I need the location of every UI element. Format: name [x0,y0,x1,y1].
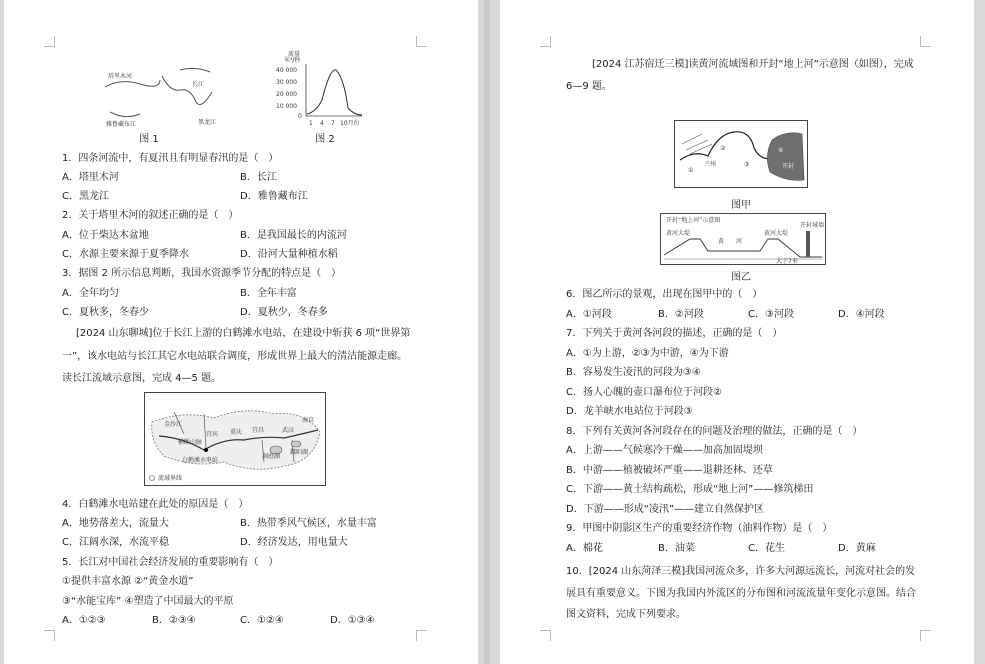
question-9-option-a: A．棉花 [566,543,603,554]
question-7-option-a: A．①为上游，②③为中游，④为下游 [566,348,729,359]
question-3-option-a: A．全年均匀 [62,288,119,299]
question-8-stem: 8．下列有关黄河各河段存在的问题及治理的做法，正确的是（ ） [566,426,863,437]
map-label-jinsha: 金沙江 [164,421,183,428]
question-3-option-c: C．夏秋多，冬春少 [62,307,149,318]
question-10-line: 图文资料，完成下列要求。 [566,609,686,620]
crop-mark [920,36,931,47]
yarlung-river-line [110,112,140,117]
question-4-option-c: C．江阔水深，水流平稳 [62,537,169,548]
question-8-option-b: B．中游——植被破坏严重——退耕还林、还草 [566,465,773,476]
fig-b-caption: 图乙 [731,272,751,283]
map-label-kaifeng: 开封 [782,163,795,170]
question-7-option-b: B．容易发生凌汛的河段为③④ [566,367,701,378]
figure-2-discharge-chart [276,50,368,128]
map-label-hengduan: 横断山脉 [178,439,203,446]
fig1-caption: 图 1 [139,134,159,145]
question-5-option-a: A．①②③ [62,615,106,626]
question-5-statement-line: ①提供丰富水源 ②“黄金水道” [62,576,194,587]
tarim-river-line [105,80,160,87]
map-label-1: ① [688,167,694,174]
map-label-lanzhou: 兰州 [704,161,717,168]
map-label-chongqing: 重庆 [230,429,243,436]
question-6-option-a: A．①河段 [566,309,612,320]
map-label-poyang: 鄱阳湖 [290,449,309,456]
passage-6-9-line: [2024 江苏宿迁三模]读黄河流域图和开封“地上河”示意图（如图），完成 [592,59,914,70]
map-label-yibin: 宜宾 [206,431,219,438]
fig2-caption: 图 2 [315,134,335,145]
fig2-xtick: 10月份 [340,120,360,127]
question-5-option-c: C．①②④ [240,615,284,626]
question-5-option-b: B．②③④ [152,615,196,626]
crop-mark [44,36,55,47]
question-4-stem: 4．白鹤滩水电站建在此处的原因是（ ） [62,499,249,510]
question-1-option-b: B．长江 [240,172,277,183]
fig-b-city-wall: 开封城墙 [800,222,825,229]
question-9-stem: 9．甲图中阴影区生产的重要经济作物（油料作物）是（ ） [566,523,833,534]
fig-b-title: 开封“地上河”示意图 [666,217,721,224]
question-7-option-d: D．龙羊峡水电站位于河段③ [566,406,693,417]
map-label-4: ④ [778,147,784,154]
fig2-ytick: 20 000 [276,91,297,98]
fig1-label-yangtze: 长江 [192,81,205,88]
question-10-line: 展具有重要意义。下图为我国内外流区的分布图和河流流量年变化示意图。结合 [566,588,916,599]
yangtze-river-line [162,76,212,105]
question-6-option-d: D．④河段 [838,309,885,320]
shaded-production-area [767,133,804,180]
question-8-option-d: D．下游——形成“凌汛”——建立自然保护区 [566,504,765,515]
yangtze-basin-map [144,392,326,486]
question-7-stem: 7．下列关于黄河各河段的描述，正确的是（ ） [566,328,783,339]
fig-b-river: 黄 河 [718,238,743,245]
fig-b-elevation: 大于7米 [776,258,798,265]
question-3-stem: 3．据图 2 所示信息判断，我国水资源季节分配的特点是（ ） [62,268,342,279]
question-2-stem: 2．关于塔里木河的叙述正确的是（ ） [62,210,239,221]
crop-mark [540,36,551,47]
above-ground-river-diagram [660,213,826,265]
fig2-ytick: 0 [298,113,302,120]
fig-b-left-dike: 黄河大堤 [666,230,691,237]
baihetan-marker [204,448,208,452]
crop-mark [44,630,55,641]
map-label-dongting: 洞庭湖 [262,453,281,460]
question-6-option-c: C．③河段 [748,309,794,320]
passage-6-9-line: 6—9 题。 [566,81,612,92]
question-2-option-a: A．位于柴达木盆地 [62,230,149,241]
fig1-label-tarim: 塔里木河 [108,73,133,80]
fig1-label-yarlung: 雅鲁藏布江 [106,121,137,128]
map-label-3: ③ [744,161,750,168]
question-1-stem: 1．四条河流中，有夏汛且有明显春汛的是（ ） [62,153,279,164]
question-5-option-d: D．①③④ [330,615,375,626]
question-5-stem: 5．长江对中国社会经济发展的重要影响有（ ） [62,557,279,568]
fig2-ytick: 40 000 [276,67,297,74]
crop-mark [416,36,427,47]
fig-b-right-dike: 黄河大堤 [764,230,789,237]
question-7-option-c: C．扬人心魄的壶口瀑布位于河段② [566,387,722,398]
map-label-yichang: 宜昌 [252,427,265,434]
right-page [500,0,974,664]
city-wall-tower [806,231,810,257]
passage-4-5-line: 一”，该水电站与长江其它水电站联合调度，形成世界上最大的清洁能源走廊。 [62,351,408,362]
question-1-option-d: D．雅鲁藏布江 [240,191,308,202]
map-label-wuhan: 武汉 [282,427,295,434]
map-label-nanjing: 南京 [302,417,315,424]
crop-mark [416,630,427,641]
question-2-option-d: D．沿河大量种植水稻 [240,249,338,260]
yellow-river-basin-map [674,120,808,188]
question-1-option-c: C．黑龙江 [62,191,109,202]
question-8-option-c: C．下游——黄土结构疏松，形成“地上河”——修筑梯田 [566,484,814,495]
fig2-xtick: 7 [331,120,335,127]
question-2-option-b: B．是我国最长的内流河 [240,230,347,241]
fig2-xtick: 4 [320,120,324,127]
poyang-lake [291,441,301,447]
question-8-option-a: A．上游——气候寒冷干燥——加高加固堤坝 [566,445,763,456]
fig2-ytick: 30 000 [276,79,297,86]
fig2-discharge-curve [307,70,362,115]
question-3-option-d: D．夏秋少，冬春多 [240,307,328,318]
question-5-statement-line: ③“水能宝库” ④塑造了中国最大的平原 [62,596,234,607]
fig2-ylabel: 流量 [288,51,301,58]
question-1-option-a: A．塔里木河 [62,172,119,183]
crop-mark [540,630,551,641]
question-6-stem: 6．图乙所示的景观，出现在图甲中的（ ） [566,289,763,300]
passage-4-5-line: [2024 山东聊城]位于长江上游的白鹤滩水电站，在建设中斩获 6 项“世界第 [76,328,411,339]
map-legend-text: 流域界线 [158,475,183,482]
passage-4-5-line: 读长江流域示意图，完成 4—5 题。 [62,373,222,384]
fig2-ytick: 10 000 [276,103,297,110]
fig2-xtick: 1 [309,120,313,127]
question-4-option-b: B．热带季风气候区，水量丰富 [240,518,377,529]
question-3-option-b: B．全年丰富 [240,288,297,299]
fig1-label-heilong: 黑龙江 [198,119,217,126]
left-page [4,0,478,664]
question-9-option-c: C．花生 [748,543,785,554]
question-2-option-c: C．水源主要来源于夏季降水 [62,249,189,260]
page-gutter-scrollbar[interactable] [484,0,490,664]
crop-mark [920,630,931,641]
question-4-option-a: A．地势落差大，流量大 [62,518,169,529]
question-4-option-d: D．经济发达，用电量大 [240,537,348,548]
fig2-yunit: 米³/秒 [284,57,301,64]
map-label-2: ② [720,145,726,152]
heilong-river-line [180,68,210,72]
map-label-baihetan: 白鹤滩水电站 [182,457,219,464]
question-9-option-d: D．黄麻 [838,543,876,554]
fig-a-caption: 图甲 [731,200,751,211]
question-10-line: 10．[2024 山东菏泽三模]我国河流众多，许多大河源远流长，河流对社会的发 [566,566,916,577]
question-9-option-b: B．油菜 [658,543,695,554]
question-6-option-b: B．②河段 [658,309,704,320]
figure-1-rivers [100,62,230,132]
